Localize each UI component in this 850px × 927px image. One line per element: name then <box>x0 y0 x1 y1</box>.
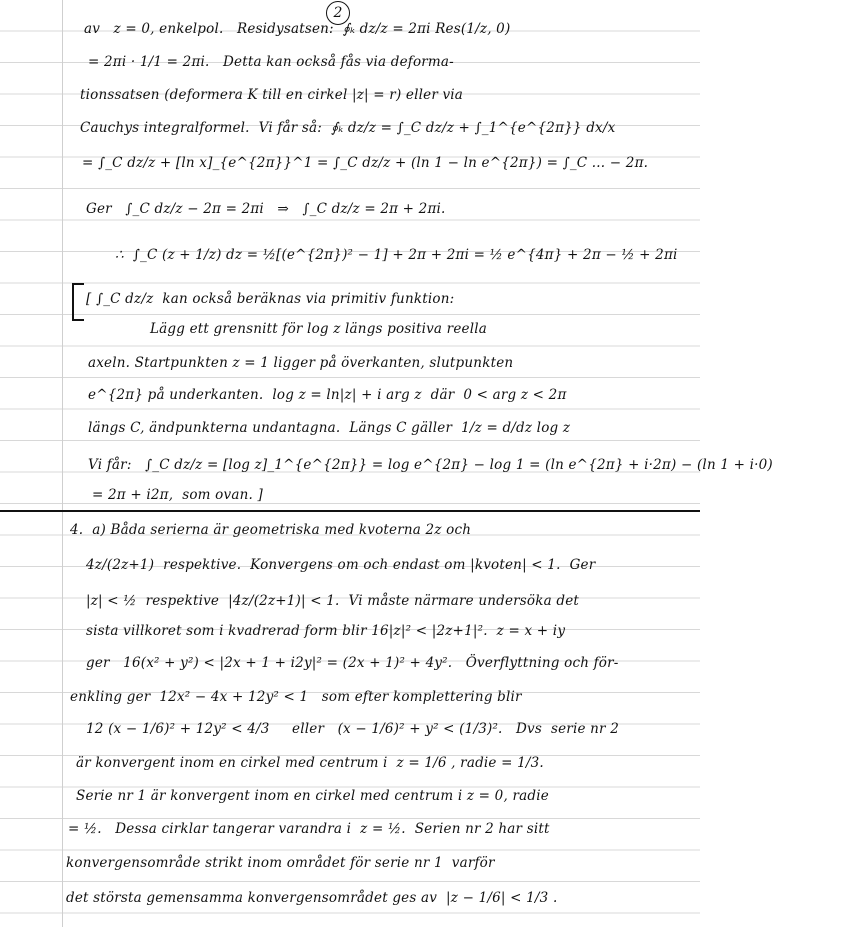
text-line: axeln. Startpunkten z = 1 ligger på överkanten, slutpunkten <box>88 355 514 371</box>
text-line: 12 (x − 1/6)² + 12y² < 4/3 eller (x − 1/6)² + y² < (1/3)². Dvs serie nr 2 <box>86 721 619 737</box>
text-line: = ½. Dessa cirklar tangerar varandra i z = ½. Serien nr 2 har sitt <box>68 821 550 837</box>
text-line: konvergensområde strikt inom området för serie nr 1 varför <box>66 855 495 871</box>
text-line: 4. a) Båda serierna är geometriska med kvoterna 2z och <box>70 522 472 538</box>
text-line: e^{2π} på underkanten. log z = ln|z| + i arg z där 0 < arg z < 2π <box>88 387 567 403</box>
text-line: tionssatsen (deformera K till en cirkel |z| = r) eller via <box>80 87 464 103</box>
page-number: 2 <box>326 1 350 25</box>
text-line: Cauchys integralformel. Vi får så: ∮ₖ dz/z = ∫_C dz/z + ∫_1^{e^{2π}} dx/x <box>80 120 616 136</box>
text-line: = 2π + i2π, som ovan. ] <box>92 487 263 503</box>
text-line: ∴ ∫_C (z + 1/z) dz = ½[(e^{2π})² − 1] + 2π + 2πi = ½ e^{4π} + 2π − ½ + 2πi <box>115 247 678 263</box>
text-line: är konvergent inom en cirkel med centrum i z = 1/6 , radie = 1/3. <box>76 755 544 771</box>
text-line: av z = 0, enkelpol. Residysatsen: ∮ₖ dz/z = 2πi Res(1/z, 0) <box>84 21 511 37</box>
bracket-mark <box>72 283 84 321</box>
text-line: 4z/(2z+1) respektive. Konvergens om och endast om |kvoten| < 1. Ger <box>86 557 596 573</box>
text-line: |z| < ½ respektive |4z/(2z+1)| < 1. Vi måste närmare undersöka det <box>86 593 580 609</box>
text-line: längs C, ändpunkterna undantagna. Längs C gäller 1/z = d/dz log z <box>88 420 571 436</box>
text-line: Lägg ett grensnitt för log z längs positiva reella <box>150 321 487 337</box>
text-line: Serie nr 1 är konvergent inom en cirkel med centrum i z = 0, radie <box>76 788 549 804</box>
text-line: Vi får: ∫_C dz/z = [log z]_1^{e^{2π}} = log e^{2π} − log 1 = (ln e^{2π} + i·2π) − (ln 1 + i·0) <box>88 457 773 473</box>
margin-line <box>62 0 63 927</box>
text-line: enkling ger 12x² − 4x + 12y² < 1 som efter komplettering blir <box>70 689 522 705</box>
text-line: ger 16(x² + y²) < |2x + 1 + i2y|² = (2x + 1)² + 4y². Överflyttning och för- <box>86 655 619 671</box>
text-line: sista villkoret som i kvadrerad form blir 16|z|² < |2z+1|². z = x + iy <box>86 623 566 639</box>
text-line: = ∫_C dz/z + [ln x]_{e^{2π}}^1 = ∫_C dz/z + (ln 1 − ln e^{2π}) = ∫_C ... − 2π. <box>82 155 649 171</box>
text-line: [ ∫_C dz/z kan också beräknas via primitiv funktion: <box>86 291 455 307</box>
text-line: det största gemensamma konvergensområdet ges av |z − 1/6| < 1/3 . <box>66 890 558 906</box>
text-line: = 2πi · 1/1 = 2πi. Detta kan också fås via deforma- <box>88 54 454 70</box>
section-divider <box>0 510 700 512</box>
text-line: Ger ∫_C dz/z − 2π = 2πi ⇒ ∫_C dz/z = 2π + 2πi. <box>86 201 446 217</box>
